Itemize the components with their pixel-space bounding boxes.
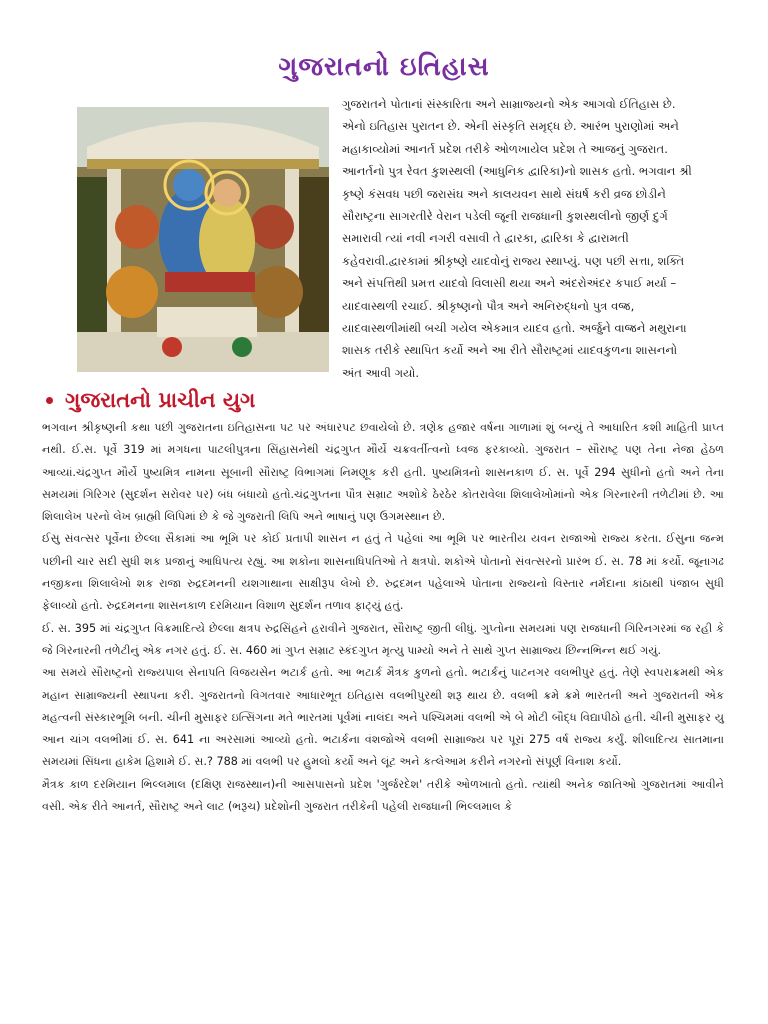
paragraph: ઈ. સ. 395 માં ચંદ્રગુપ્ત વિક્રમાદિત્યે છેલ્લા ક્ષત્રપ રુદ્રસિંહને હરાવીને ગુજરાત, સૌરાષ્ટ્ર જીતી લીધું. ગુપ્તોના સમયમાં પણ રાજધાની ગિરિનગરમાં જ રહી કે જે ગિરનારની તળેટીનું એક નગર હતું. ઈ. સ. 460 માં ગુપ્ત સમ્રાટ સ્કંદગુપ્ત મૃત્યુ પામ્યો અને તે સાથે ગુપ્ત સામ્રાજ્ય છિન્નભિન્ન થઈ ગયું. — [42, 621, 724, 657]
bullet-icon — [46, 397, 53, 404]
painting-illustration — [77, 107, 329, 372]
paragraph: મૈત્રક કાળ દરમિયાન ભિલ્લમાલ (દક્ષિણ રાજસ્થાન)ની આસપાસનો પ્રદેશ 'ગુર્જરદેશ' તરીકે ઓળખાતો હતો. ત્યાંથી અનેક જાતિઓ ગુજરાતમાં આવીને વસી. એક રીતે આનર્ત, સૌરાષ્ટ્ર અને લાટ (ભરૂચ) પ્રદેશોની ગુજરાત તરીકેની પહેલી રાજધાની ભિલ્લમાલ કે — [42, 777, 724, 814]
page-title: ગુજરાતનો ઇતિહાસ — [278, 52, 490, 82]
paragraph: ભગવાન શ્રીકૃષ્ણની કથા પછી ગુજરાતના ઇતિહાસના પટ પર અંધારપટ છવાયેલો છે. ત્રણેક હજાર વર્ષના ગાળામાં શું બન્યું તે આધારિત કશી માહિતી પ્રાપ્ત નથી. ઈ.સ. પૂર્વે 319 માં મગધના પાટલીપુત્રના સિંહાસનેથી ચંદ્રગુપ્ત મૌર્યે ચક્રવર્તીત્વનો ધ્વજ ફરકાવ્યો. ગુજરાત – સૌરાષ્ટ્ર પણ તેના નેજા હેઠળ આવ્યાં.ચંદ્રગુપ્ત મૌર્યે પુષ્યમિત્ર નામના સૂબાની સૌરાષ્ટ્ર વિભાગમાં નિમણૂક કરી હતી. પુષ્યમિત્રનો શાસનકાળ ઈ. સ. પૂર્વે 294 સુધીનો હતો અને તેના સમયમાં ગિરિગર (સુદર્શન સરોવર પર) બંધ બંધાયો હતો.ચંદ્રગુપ્તના પૌત્ર સમ્રાટ અશોકે ઠેરઠેર કોતરાવેલા શિલાલેખોમાંનો એક ગિરનારની તળેટીમાં છે. આ શિલાલેખ પરનો લેખ બ્રાહ્મી લિપિમાં છે કે જે ગુજરાતી લિપિ અને ભાષાનું પણ ઉગમસ્થાન છે. — [42, 421, 724, 524]
intro-paragraph: ગુજરાતને પોતાનાં સંસ્કારિતા અને સામ્રાજ્યનો એક આગવો ઈતિહાસ છે. એનો ઇતિહાસ પુરાતન છે. એની સંસ્કૃતિ સમૃદ્ધ છે. આરંભ પુરાણોમાં અને મહાકાવ્યોમાં આનર્ત પ્રદેશ તરીકે ઓળખાયેલ પ્રદેશ તે આજનું ગુજરાત. આનર્તનો પુત્ર રેવત કુશસ્થલી (આધુનિક દ્વારિકા)નો શાસક હતો. ભગવાન શ્રી કૃષ્ણે કંસવધ પછી જરાસંઘ અને કાલયવન સાથે સંઘર્ષ કરી વ્રજ છોડીને સૌરાષ્ટ્રના સાગરતીરે વેરાન પડેલી જૂની રાજધાની કુશસ્થલીનો જીર્ણ દુર્ગ સમારાવી ત્યાં નવી નગરી વસાવી તે દ્વારકા, દ્વારિકા કે દ્વારામતી કહેવરાવી.દ્વારકામાં શ્રીકૃષ્ણે યાદવોનું રાજ્ય સ્થાપ્યું. પણ પછી સત્તા, શક્તિ અને સંપત્તિથી પ્રમત્ત યાદવો વિલાસી થયા અને અંદરોઅંદર કપાઈ મર્યા – યાદવાસ્થળી રચાઈ. શ્રીકૃષ્ણનો પૌત્ર અને અનિરુદ્ધનો પુત્ર વજ્ર, યાદવાસ્થળીમાંથી બચી ગયેલ એકમાત્ર યાદવ હતો. અર્જુને વાજ્રને મથુરાના શાસક તરીકે સ્થાપિત કર્યો અને આ રીતે સૌરાષ્ટ્રમાં યાદવકુળના શાસનનો અંત આવી ગયો. — [342, 97, 692, 380]
section-heading — [46, 388, 255, 413]
paragraph: ઈસુ સંવત્સર પૂર્વેના છેલ્લા સૈકામાં આ ભૂમિ પર કોઈ પ્રતાપી શાસન ન હતું તે પહેલાં આ ભૂમિ પર ભારતીય યવન રાજાઓ રાજ્ય કરતા. ઈસુના જન્મ પછીની ચાર સદી સુધી શક પ્રજાનું આધિપત્ય રહ્યું. આ શકોના શાસનાધિપતિઓ તે ક્ષત્રપો. શકોએ પોતાનો સંવત્સરનો પ્રારંભ ઈ. સ. 78 માં કર્યો. જૂનાગઢ નજીકના શિલાલેખો શક રાજા રુદ્રદમનની યશગાથાના સાક્ષીરૂપ લેખો છે. રુદ્રદમન પહેલાએ પોતાના રાજ્યનો વિસ્તાર નર્મદાના કાંઠાથી પંજાબ સુધી ફેલાવ્યો હતો. રુદ્રદમનના શાસનકાળ દરમિયાન વિશાળ સુદર્શન તળાવ ફાટ્યું હતું. — [42, 532, 724, 613]
body-text — [42, 417, 724, 818]
krishna-painting-image — [77, 107, 329, 372]
section-heading-text: ગુજરાતનો પ્રાચીન યુગ — [65, 388, 256, 412]
paragraph: આ સમયે સૌરાષ્ટ્રનો રાજ્યપાલ સેનાપતિ વિજયસેન ભટાર્ક હતો. આ ભટાર્ક મૈત્રક કુળનો હતો. ભટાર્કનું પાટનગર વલભીપુર હતું. તેણે સ્વપરાક્રમથી એક મહાન સામ્રાજ્યની સ્થાપના કરી. ગુજરાતનો વિગતવાર આધારભૂત ઇતિહાસ વલભીપુરથી શરૂ થાય છે. વલભી ક્રમે ક્રમે ભારતની અને ગુજરાતની એક મહત્વની સંસ્કારભૂમિ બની. ચીની મુસાફર ઇત્સિંગના મતે ભારતમાં પૂર્વમાં નાલંદા અને પશ્ચિમમાં વલભી એ બે મોટી બૌદ્ધ વિદ્યાપીઠો હતી. ચીની મુસાફર યુ આન ચાંગ વલભીમાં ઈ. સ. 641 ના અરસામાં આવ્યો હતો. ભટાર્કના વંશજોએ વલભી સામ્રાજ્ય પર પૂરાં 275 વર્ષ રાજ્ય કર્યું. શીલાદિત્ય સાતમાના સમયમાં સિંધના હાકેમ હિશામે ઈ. સ.? 788 માં વલભી પર હુમલો કર્યો અને લૂંટ અને કત્લેઆમ કરીને નગરનો સંપૂર્ણ વિનાશ કર્યો. — [42, 666, 724, 769]
